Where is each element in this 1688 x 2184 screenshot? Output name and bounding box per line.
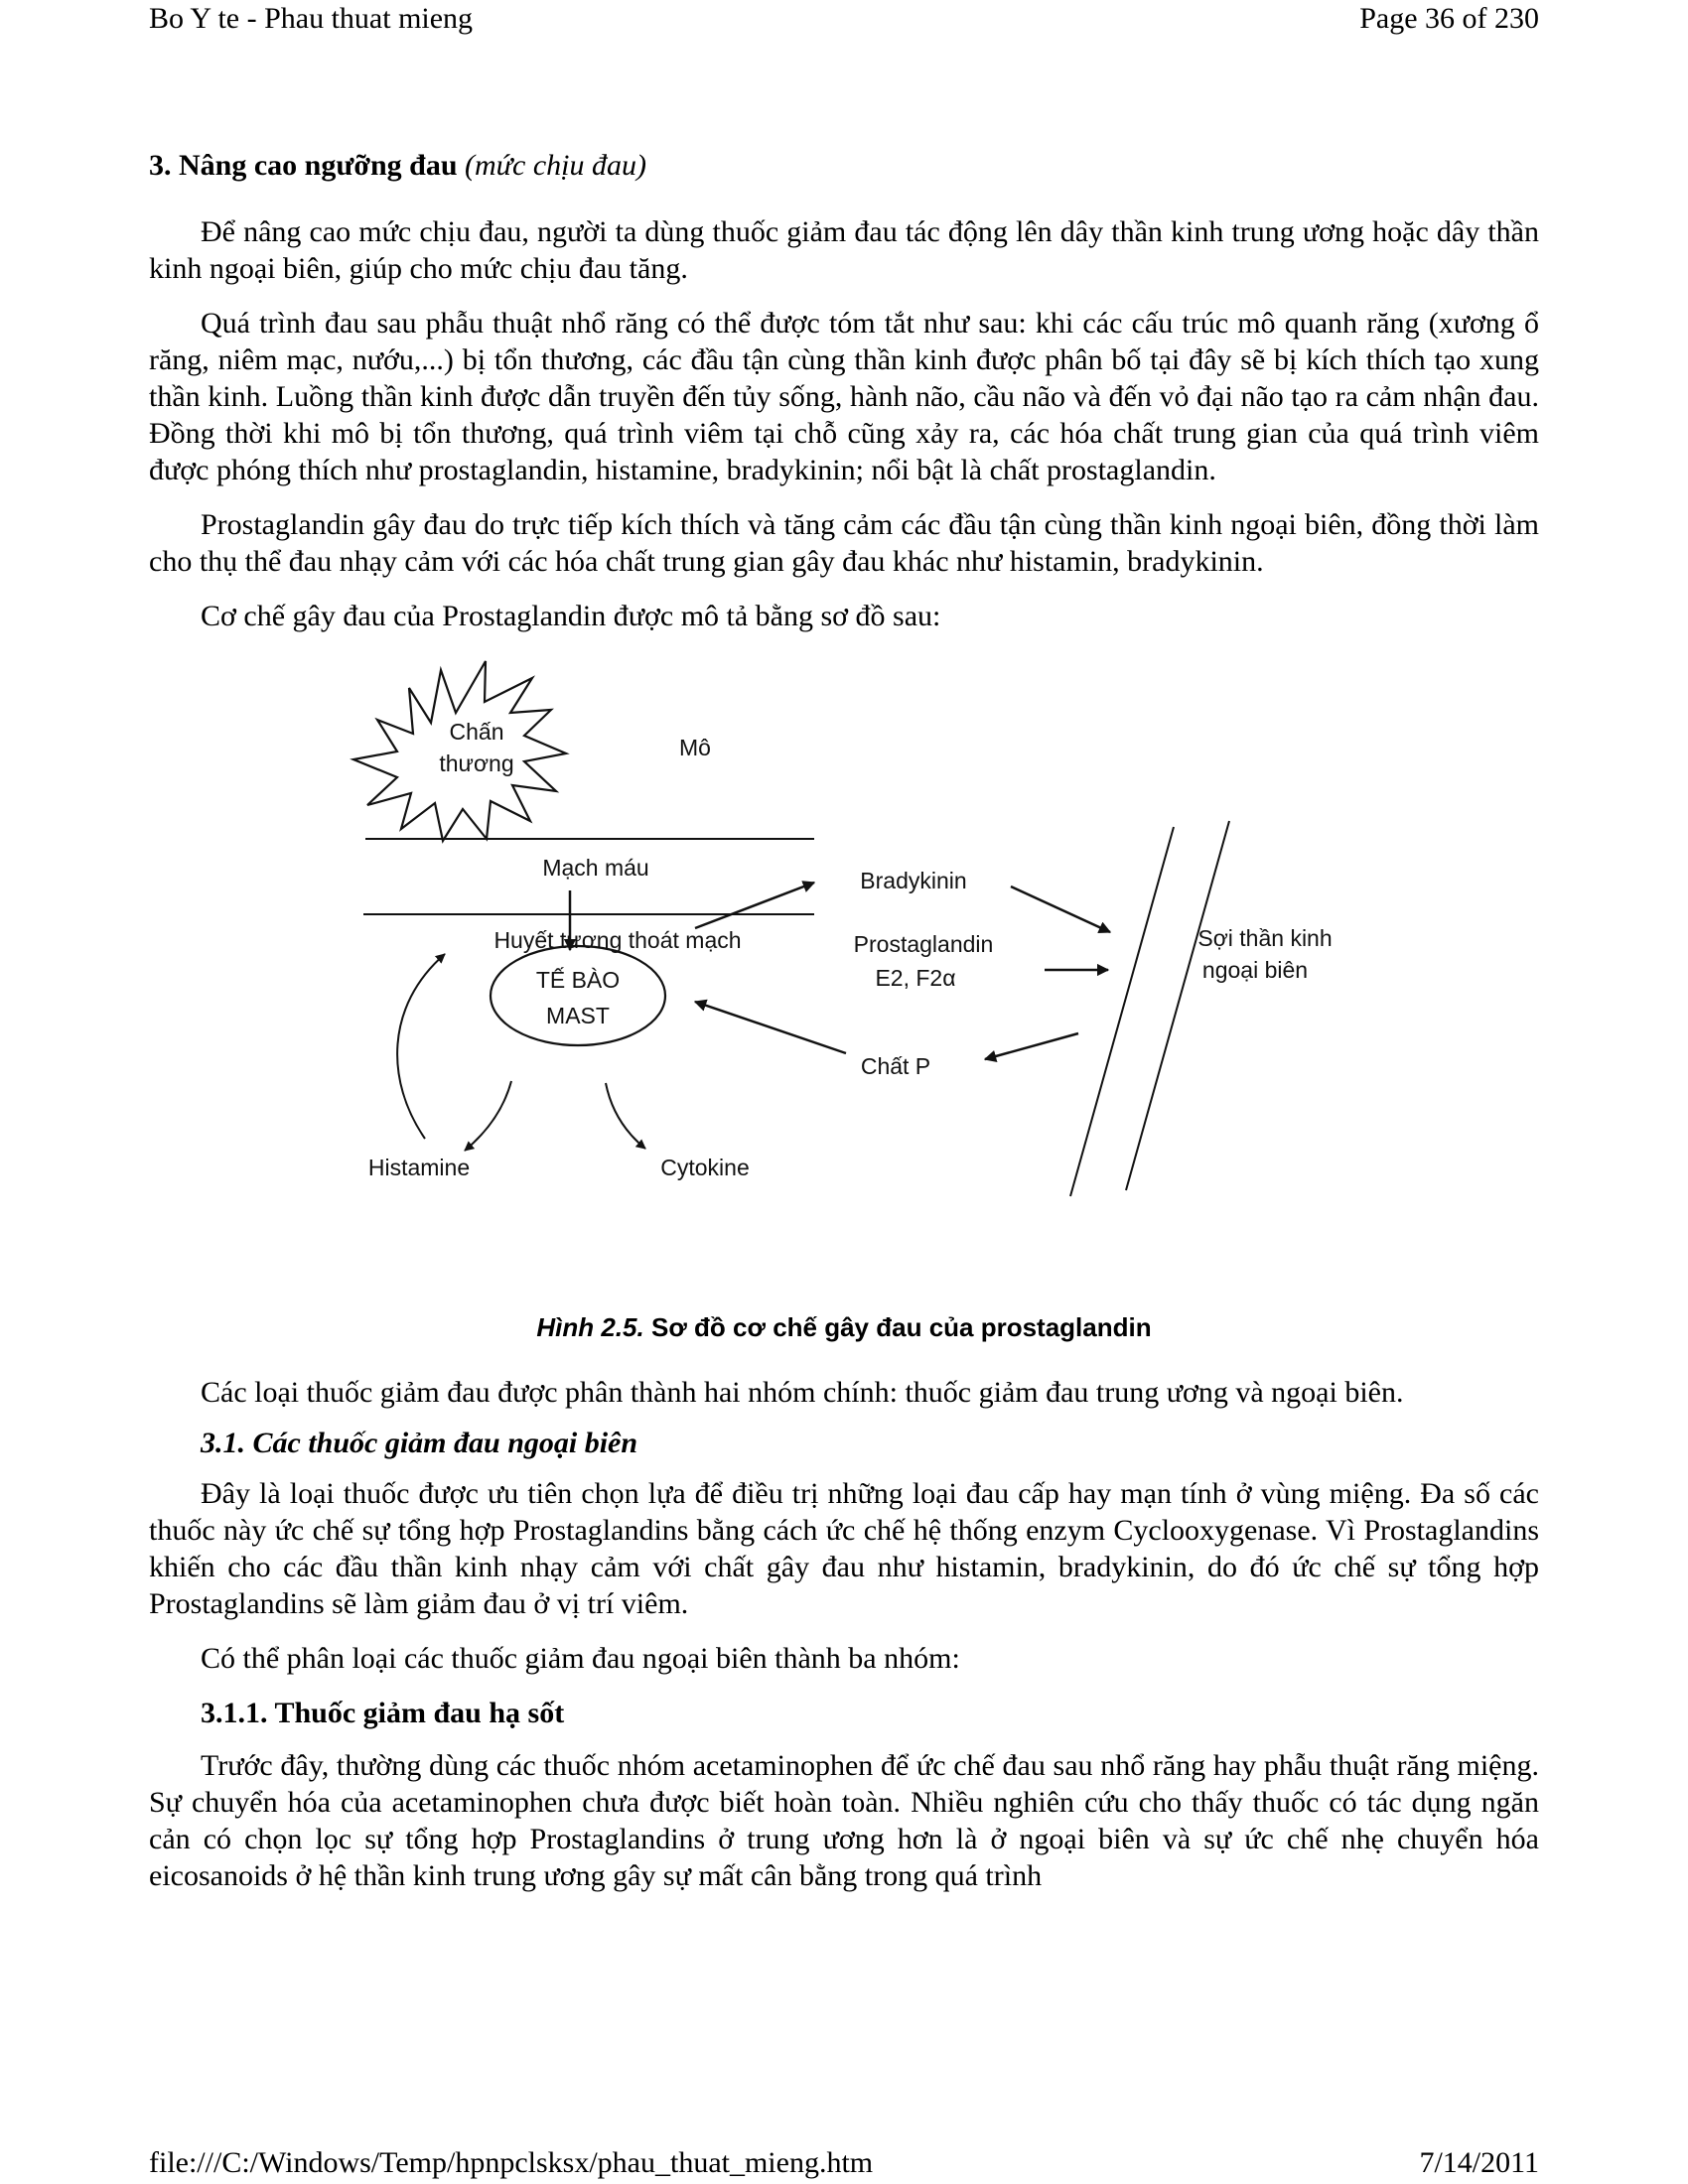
plasma-extravasation-label: Huyết tương thoát mạch [493, 927, 742, 953]
arrow-to-bradykinin [695, 883, 814, 928]
histamine-label: Histamine [367, 1155, 471, 1180]
vessel-label: Mạch máu [542, 855, 649, 881]
header-page-number: Page 36 of 230 [1359, 2, 1539, 35]
section-3-subtitle: (mức chịu đau) [465, 149, 647, 182]
nerve-fiber-line-right [1126, 821, 1229, 1190]
injury-label-line1: Chấn [449, 719, 504, 745]
paragraph-2: Quá trình đau sau phẫu thuật nhổ răng có thể được tóm tắt như sau: khi các cấu trúc mô quanh răng (xương ổ răng, niêm mạc, nướu,...) bị tổn thương, các đầu tận cùng thần kinh được phân bố tại đây sẽ bị kích thích tạo xung thần kinh. Luồng thần kinh được dẫn truyền đến tủy sống, hành não, cầu não và đến vỏ đại não tạo ra cảm nhận đau. Đồng thời khi mô bị tổn thương, quá trình viêm tại chỗ cũng xảy ra, các hóa chất trung gian của quá trình viêm được phóng thích như prostaglandin, histamine, bradykinin; nổi bật là chất prostaglandin. [149, 307, 1539, 486]
section-3-1-heading: 3.1. Các thuốc giảm đau ngoại biên [201, 1427, 638, 1459]
page-header [149, 0, 1539, 40]
nerve-fiber-label-line1: Sợi thần kinh [1197, 925, 1333, 951]
footer-date: 7/14/2011 [1419, 2146, 1539, 2179]
section-3-heading [149, 147, 1539, 184]
figure-caption-number: Hình 2.5. [536, 1312, 644, 1342]
arrow-mast-to-cytokine [606, 1083, 645, 1149]
arrow-substance-p-to-mast-cell [695, 1002, 846, 1053]
paragraph-3: Prostaglandin gây đau do trực tiếp kích thích và tăng cảm các đầu tận cùng thần kinh ngoại biên, đồng thời làm cho thụ thể đau nhạy cảm với các hóa chất trung gian gây đau khác như histamin, bradykinin. [149, 508, 1539, 578]
paragraph-7: Có thể phân loại các thuốc giảm đau ngoại biên thành ba nhóm: [201, 1642, 960, 1675]
substance-p-label: Chất P [860, 1053, 931, 1079]
document-body [149, 147, 1539, 1912]
mast-cell-label-line1: TẾ BÀO [535, 967, 621, 993]
paragraph-6: Đây là loại thuốc được ưu tiên chọn lựa để điều trị những loại đau cấp hay mạn tính ở vùng miệng. Đa số các thuốc này ức chế sự tổng hợp Prostaglandins bằng cách ức chế hệ thống enzym Cyclooxygenase. Vì Prostaglandins khiến cho các đầu thần kinh nhạy cảm với chất gây đau như histamin, bradykinin, do đó ức chế sự tổng hợp Prostaglandins sẽ làm giảm đau ở vị trí viêm. [149, 1477, 1539, 1620]
paragraph-4: Cơ chế gây đau của Prostaglandin được mô tả bằng sơ đồ sau: [201, 600, 941, 632]
mast-cell-ellipse [491, 946, 665, 1045]
figure-caption-text: Sơ đồ cơ chế gây đau của prostaglandin [650, 1312, 1152, 1342]
cytokine-label: Cytokine [660, 1155, 750, 1180]
paragraph-8: Trước đây, thường dùng các thuốc nhóm acetaminophen để ức chế đau sau nhổ răng hay phẫu thuật răng miệng. Sự chuyển hóa của acetaminophen chưa được biết hoàn toàn. Nhiều nghiên cứu cho thấy thuốc có tác dụng ngăn cản có chọn lọc sự tổng hợp Prostaglandins ở trung ương hơn là ở ngoại biên và sự ức chế nhẹ chuyển hóa eicosanoids ở hệ thần kinh trung ương gây sự mất cân bằng trong quá trình [149, 1749, 1539, 1892]
paragraph-1: Để nâng cao mức chịu đau, người ta dùng thuốc giảm đau tác động lên dây thần kinh trung ương hoặc dây thần kinh ngoại biên, giúp cho mức chịu đau tăng. [149, 215, 1539, 285]
page-footer [149, 2144, 1539, 2184]
arrow-bradykinin-to-nerve [1011, 887, 1110, 932]
section-3-title: 3. Nâng cao ngưỡng đau [149, 149, 458, 182]
prostaglandin-label-line2: E2, F2α [875, 965, 956, 991]
figure-caption [149, 1309, 1539, 1346]
nerve-fiber-line-left [1070, 827, 1174, 1196]
arrow-histamine-feedback [397, 954, 445, 1139]
tissue-label: Mô [679, 735, 711, 760]
bradykinin-label: Bradykinin [860, 868, 967, 893]
prostaglandin-label-line1: Prostaglandin [853, 931, 994, 957]
diagram-svg [149, 644, 1539, 1309]
arrow-nerve-to-substance-p [985, 1033, 1078, 1059]
section-3-1-1-heading: 3.1.1. Thuốc giảm đau hạ sốt [201, 1697, 565, 1729]
prostaglandin-pain-diagram [149, 644, 1539, 1309]
mast-cell-label-line2: MAST [546, 1003, 610, 1028]
paragraph-5: Các loại thuốc giảm đau được phân thành hai nhóm chính: thuốc giảm đau trung ương và ngoại biên. [201, 1376, 1404, 1409]
footer-file-path: file:///C:/Windows/Temp/hpnpclsksx/phau_thuat_mieng.htm [149, 2146, 874, 2179]
header-document-title: Bo Y te - Phau thuat mieng [149, 2, 474, 35]
arrow-mast-to-histamine [465, 1081, 511, 1151]
injury-label-line2: thương [439, 751, 514, 776]
nerve-fiber-label-line2: ngoại biên [1201, 957, 1309, 983]
